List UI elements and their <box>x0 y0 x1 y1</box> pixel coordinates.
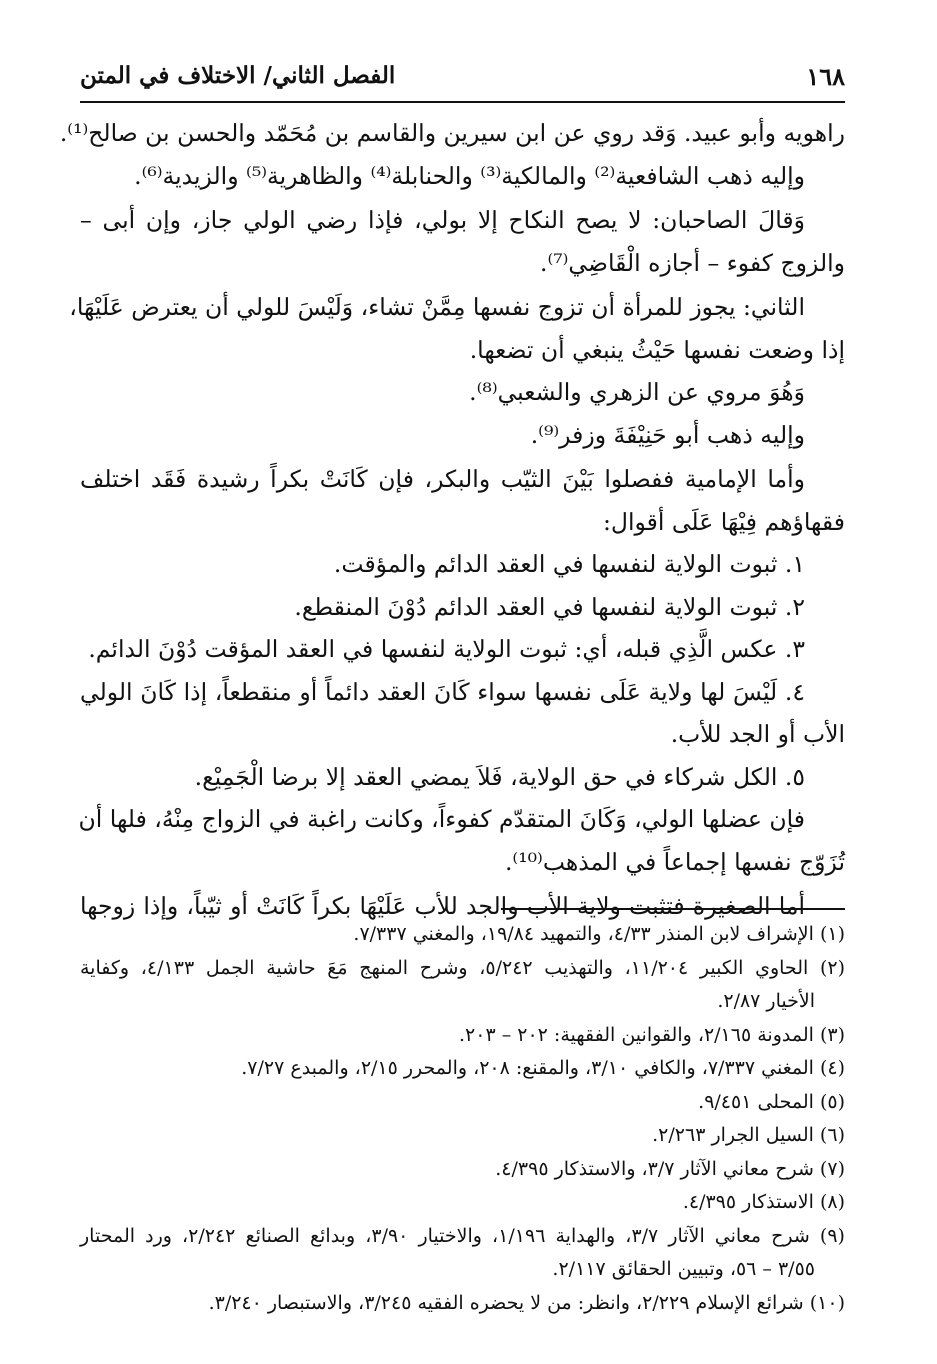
footnote: (٤) المغني ٧/٣٣٧، والكافي ٣/١٠، والمقنع: ٢٠٨، والمحرر ٢/١٥، والمبدع ٧/٢٧. <box>241 1057 845 1079</box>
header-rule <box>80 101 845 103</box>
list-item: ٢. ثبوت الولاية لنفسها في العقد الدائم دُوْنَ المنقطع. <box>294 592 805 621</box>
list-item: ٣. عكس الَّذِي قبله، أي: ثبوت الولاية لنفسها في العقد المؤقت دُوْنَ الدائم. <box>88 635 805 663</box>
text-line: راهويه وأبو عبيد. وَقد روي عن ابن سيرين والقاسم بن مُحَمّد والحسن بن صالح⁽¹⁾. <box>59 119 845 147</box>
footnote: (٢) الحاوي الكبير ١١/٢٠٤، والتهذيب ٥/٢٤٢، وشرح المنهج مَعَ حاشية الجمل ٤/١٣٣، وكفاية <box>80 956 845 979</box>
footnote: (٥) المحلى ٩/٤٥١. <box>698 1090 845 1113</box>
text-line: أما الصغيرة فتثبت ولاية الأب والجد للأب عَلَيْهَا بكراً كَانَتْ أو ثيّباً، وإذا زوجها <box>80 892 805 920</box>
list-item: ٤. لَيْسَ لها ولاية عَلَى نفسها سواء كَانَ العقد دائماً أو منقطعاً، إذا كَانَ الولي <box>80 677 805 706</box>
text-line: الثاني: يجوز للمرأة أن تزوج نفسها مِمَّنْ تشاء، وَلَيْسَ للولي أن يعترض عَلَيْهَا، <box>69 293 805 321</box>
footnote: (٩) شرح معاني الآثار ٣/٧، والهداية ١/١٩٦، والاختيار ٣/٩٠، وبدائع الصنائع ٢/٢٤٢، ورد المحتار <box>80 1224 845 1247</box>
text-line: وَقالَ الصاحبان: لا يصح النكاح إلا بولي، فإذا رضي الولي جاز، وإن أبى – <box>80 206 805 234</box>
text-line: تُزَوّج نفسها إجماعاً في المذهب⁽¹⁰⁾. <box>504 847 845 876</box>
list-item: ٥. الكل شركاء في حق الولاية، فَلاَ يمضي العقد إلا برضا الْجَمِيْع. <box>194 762 805 791</box>
footnote-continuation: الأخيار ٢/٨٧. <box>717 990 815 1012</box>
footnotes <box>80 918 845 1320</box>
text-line: إذا وضعت نفسها حَيْثُ ينبغي أن تضعها. <box>469 335 845 364</box>
text-line: فقهاؤهم فِيْهَا عَلَى أقوال: <box>602 507 845 536</box>
page-header <box>80 56 845 96</box>
text-line: والزوج كفوء – أجازه الْقَاضِي⁽⁷⁾. <box>539 248 845 277</box>
footnote-separator <box>501 908 845 910</box>
footnote: (٣) المدونة ٢/١٦٥، والقوانين الفقهية: ٢٠٢ – ٢٠٣. <box>459 1023 845 1046</box>
footnote: (٦) السيل الجرار ٢/٢٦٣. <box>652 1124 845 1146</box>
footnote: (٧) شرح معاني الآثار ٣/٧، والاستذكار ٤/٣٩٥. <box>495 1157 845 1180</box>
text-line: وإليه ذهب أبو حَنِيْفَةَ وزفر⁽⁹⁾. <box>530 420 805 449</box>
text-line: فإن عضلها الولي، وَكَانَ المتقدّم كفوءاً، وكانت راغبة في الزواج مِنْهُ، فلها أن <box>78 805 805 833</box>
text-line: وإليه ذهب الشافعية⁽²⁾ والمالكية⁽³⁾ والحنابلة⁽⁴⁾ والظاهرية⁽⁵⁾ والزيدية⁽⁶⁾. <box>134 161 805 190</box>
text-line: وَهُوَ مروي عن الزهري والشعبي⁽⁸⁾. <box>469 378 805 406</box>
footnote: (٨) الاستذكار ٤/٣٩٥. <box>682 1191 845 1213</box>
footnote: (١) الإشراف لابن المنذر ٤/٣٣، والتمهيد ١٩/٨٤، والمغني ٧/٣٣٧. <box>353 923 845 945</box>
text-line: الأب أو الجد للأب. <box>670 720 845 748</box>
footnote: (١٠) شرائع الإسلام ٢/٢٢٩، وانظر: من لا يحضره الفقيه ٣/٢٤٥، والاستبصار ٣/٢٤٠. <box>208 1291 845 1314</box>
page-number: ١٦٨ <box>806 62 845 91</box>
footnote-continuation: ٣/٥٥ – ٥٦، وتبيين الحقائق ٢/١١٧. <box>552 1258 815 1280</box>
list-item: ١. ثبوت الولاية لنفسها في العقد الدائم والمؤقت. <box>333 550 805 578</box>
text-line: وأما الإمامية ففصلوا بَيْنَ الثيّب والبكر، فإن كَانَتْ بكراً رشيدة فَقَد اختلف <box>80 465 805 493</box>
running-title: الفصل الثاني/ الاختلاف في المتن <box>80 62 396 89</box>
main-text <box>59 112 845 928</box>
